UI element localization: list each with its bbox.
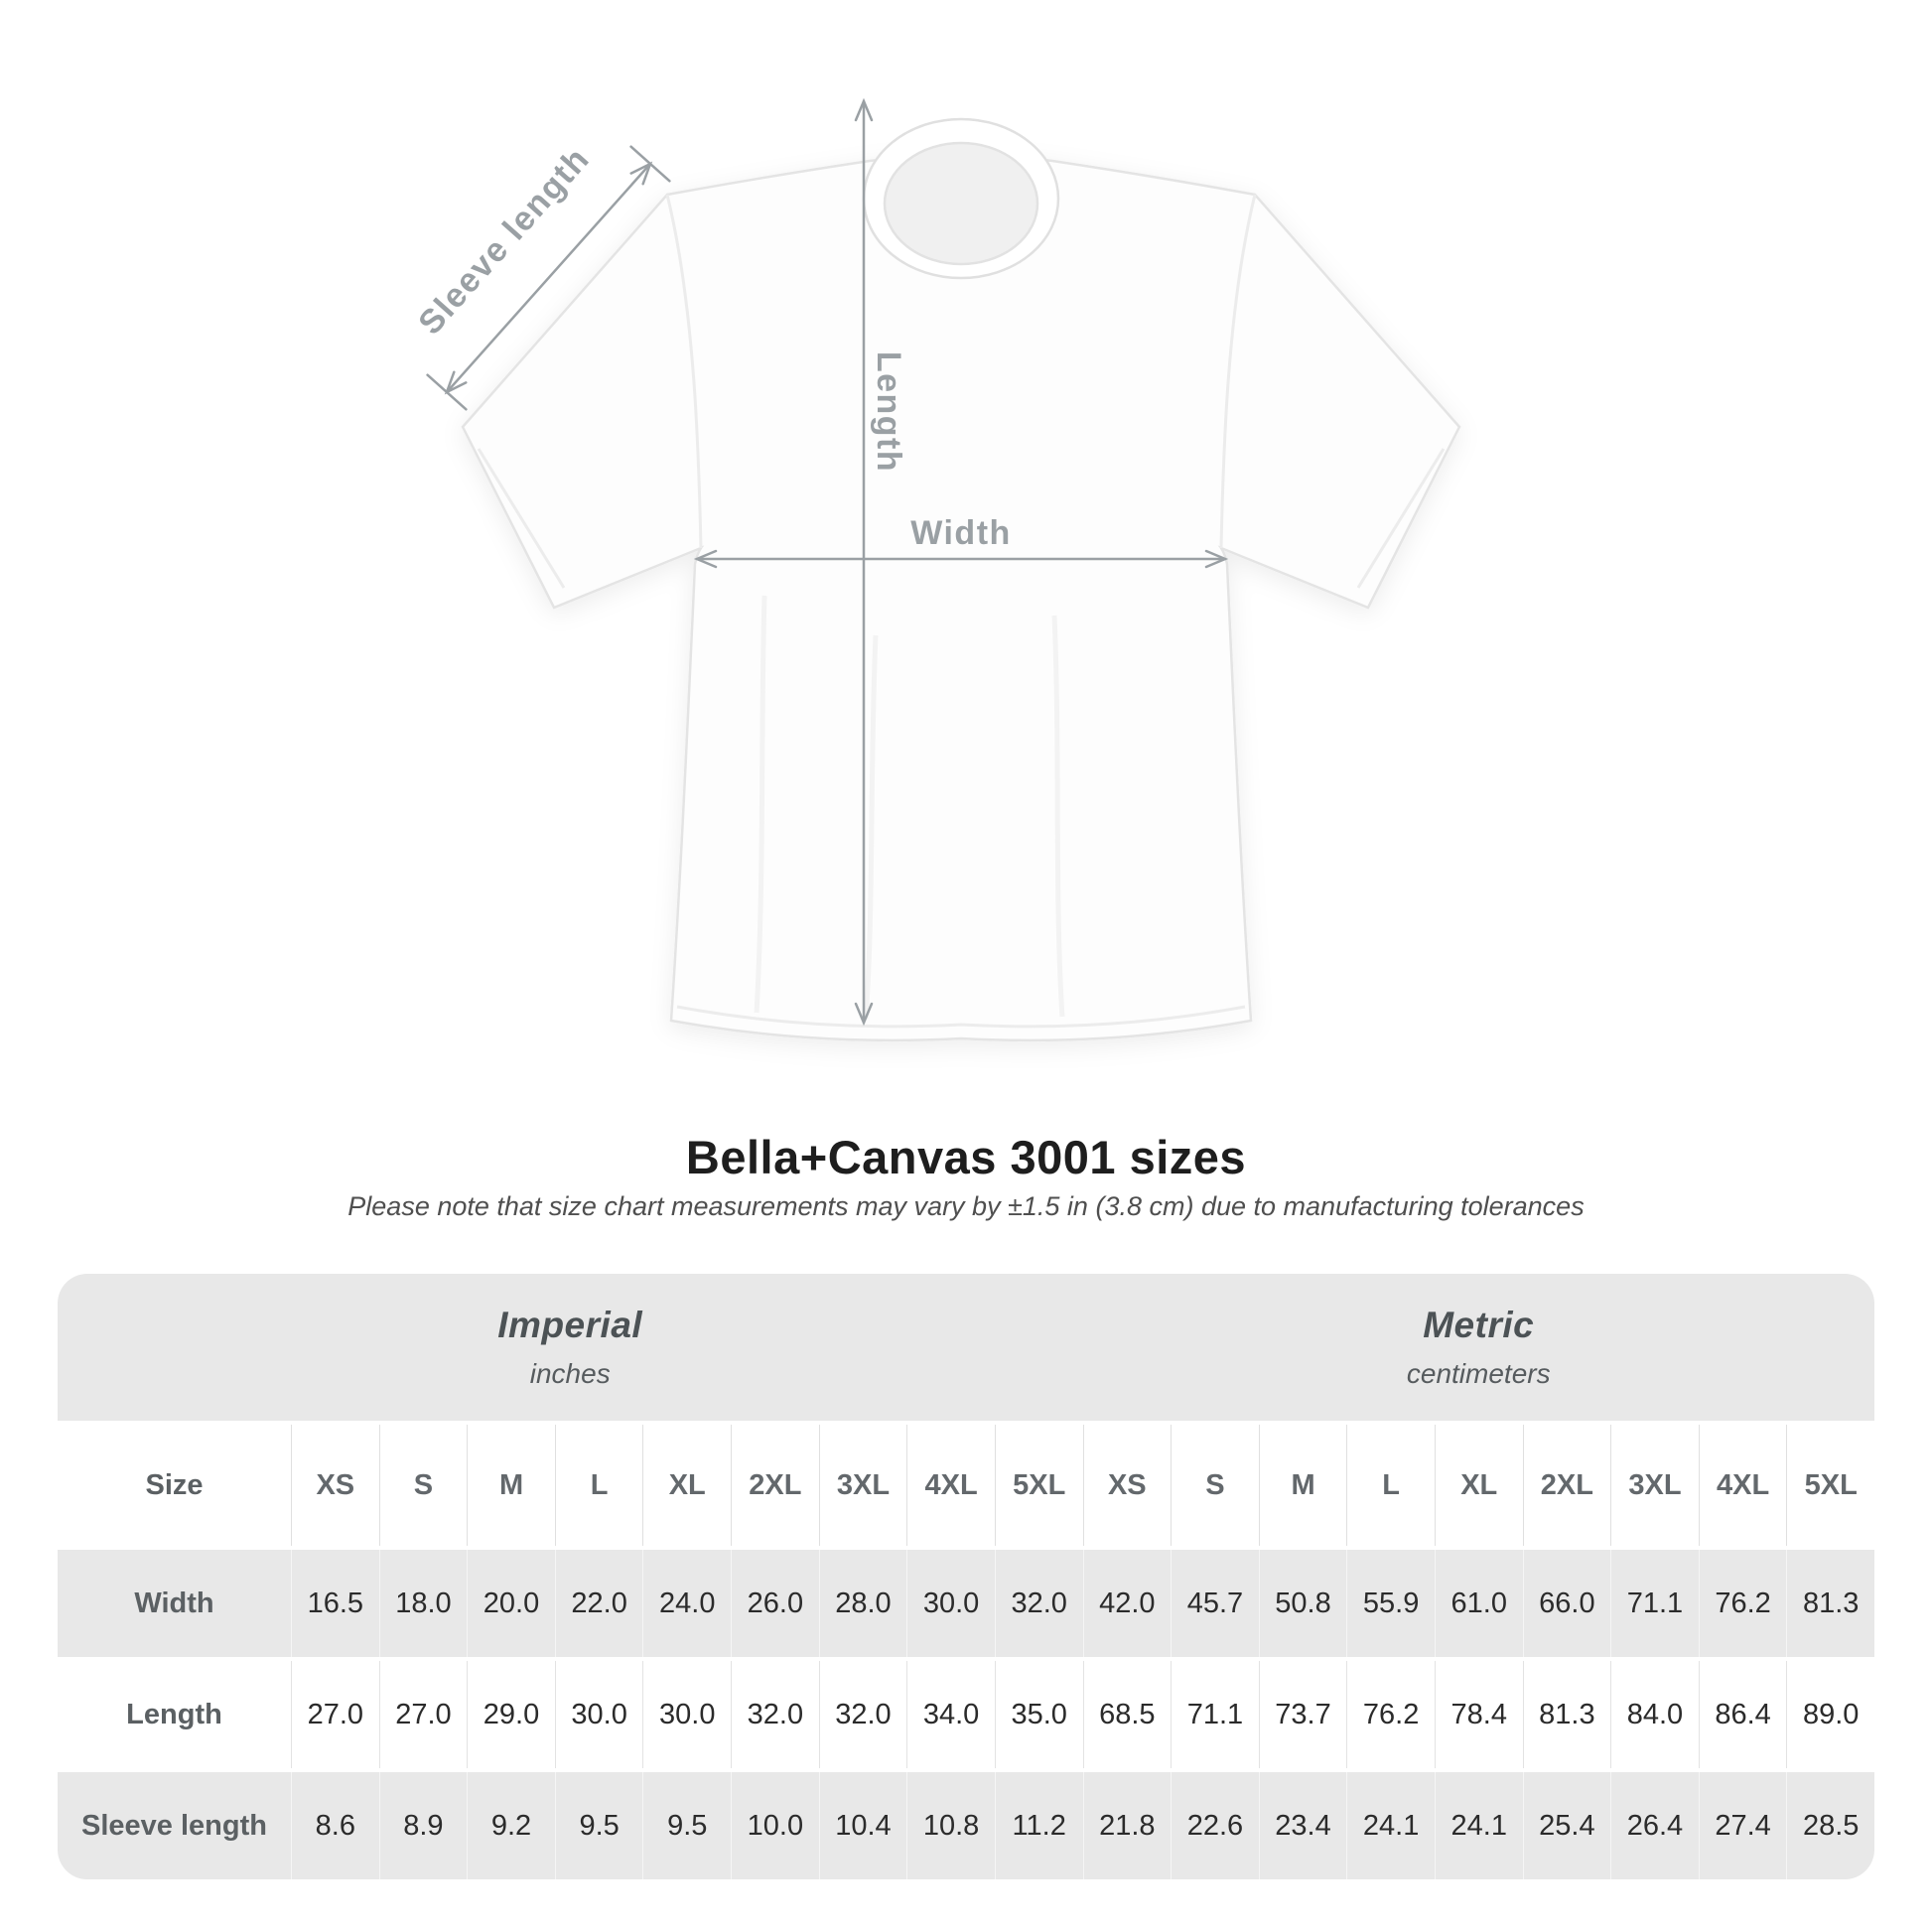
value-cell: 25.4	[1523, 1772, 1611, 1879]
table-row-length	[58, 1661, 1874, 1768]
value-cell: 73.7	[1259, 1661, 1347, 1768]
value-cell: 32.0	[731, 1661, 819, 1768]
row-label-sleeve-length: Sleeve length	[81, 1809, 267, 1842]
metric-group-header	[1082, 1274, 1874, 1421]
value-cell: 18.0	[379, 1550, 468, 1657]
width-label: Width	[910, 514, 1012, 552]
value-cell: 71.1	[1610, 1550, 1699, 1657]
size-col-header: 2XL	[1523, 1425, 1611, 1546]
tshirt-collar-inner	[885, 143, 1037, 264]
size-col-header: XL	[642, 1425, 731, 1546]
unit-header-row	[58, 1274, 1874, 1421]
value-cell: 68.5	[1083, 1661, 1172, 1768]
size-col-header: 5XL	[1786, 1425, 1874, 1546]
value-cell: 9.2	[467, 1772, 555, 1879]
value-cell: 16.5	[291, 1550, 379, 1657]
imperial-sublabel: inches	[529, 1358, 611, 1389]
size-header-row	[58, 1425, 1874, 1546]
value-cell: 76.2	[1699, 1550, 1787, 1657]
sleeve-length-label: Sleeve length	[411, 139, 598, 343]
value-cell: 30.0	[642, 1661, 731, 1768]
value-cell: 22.6	[1171, 1772, 1259, 1879]
value-cell: 28.0	[819, 1550, 907, 1657]
metric-label: Metric	[1423, 1305, 1535, 1345]
value-cell: 27.4	[1699, 1772, 1787, 1879]
value-cell: 61.0	[1435, 1550, 1523, 1657]
value-cell: 50.8	[1259, 1550, 1347, 1657]
value-cell: 9.5	[555, 1772, 643, 1879]
size-col-header: S	[1171, 1425, 1259, 1546]
size-col-header: M	[467, 1425, 555, 1546]
size-col-header: XS	[1083, 1425, 1172, 1546]
value-cell: 22.0	[555, 1550, 643, 1657]
value-cell: 86.4	[1699, 1661, 1787, 1768]
value-cell: 45.7	[1171, 1550, 1259, 1657]
value-cell: 26.4	[1610, 1772, 1699, 1879]
size-col-header: 5XL	[995, 1425, 1083, 1546]
value-cell: 24.0	[642, 1550, 731, 1657]
tshirt-illustration	[463, 119, 1459, 1040]
size-col-header: 3XL	[1610, 1425, 1699, 1546]
tshirt-body	[463, 155, 1459, 1040]
value-cell: 76.2	[1346, 1661, 1435, 1768]
value-cell: 30.0	[906, 1550, 995, 1657]
value-cell: 10.0	[731, 1772, 819, 1879]
size-table	[58, 1274, 1874, 1879]
table-row-width	[58, 1550, 1874, 1657]
size-col-header: L	[1346, 1425, 1435, 1546]
value-cell: 84.0	[1610, 1661, 1699, 1768]
value-cell: 21.8	[1083, 1772, 1172, 1879]
value-cell: 11.2	[995, 1772, 1083, 1879]
size-col-header: XS	[291, 1425, 379, 1546]
row-label-width: Width	[134, 1587, 214, 1619]
size-col-header: 4XL	[1699, 1425, 1787, 1546]
value-cell: 29.0	[467, 1661, 555, 1768]
page-title: Bella+Canvas 3001 sizes	[685, 1131, 1247, 1183]
value-cell: 81.3	[1786, 1550, 1874, 1657]
value-cell: 32.0	[819, 1661, 907, 1768]
table-row-sleeve-length	[58, 1772, 1874, 1879]
metric-sublabel: centimeters	[1406, 1358, 1551, 1389]
value-cell: 9.5	[642, 1772, 731, 1879]
size-col-header: L	[555, 1425, 643, 1546]
size-col-header: 4XL	[906, 1425, 995, 1546]
row-label-length: Length	[126, 1698, 222, 1730]
value-cell: 27.0	[379, 1661, 468, 1768]
value-cell: 78.4	[1435, 1661, 1523, 1768]
page-subtitle: Please note that size chart measurements may vary by ±1.5 in (3.8 cm) due to manufacturing tolerances	[347, 1191, 1585, 1221]
size-col-header: M	[1259, 1425, 1347, 1546]
imperial-label: Imperial	[497, 1305, 643, 1345]
size-col-header: XL	[1435, 1425, 1523, 1546]
size-col-header: 2XL	[731, 1425, 819, 1546]
size-col-header: 3XL	[819, 1425, 907, 1546]
value-cell: 71.1	[1171, 1661, 1259, 1768]
value-cell: 8.6	[291, 1772, 379, 1879]
value-cell: 34.0	[906, 1661, 995, 1768]
value-cell: 24.1	[1346, 1772, 1435, 1879]
value-cell: 66.0	[1523, 1550, 1611, 1657]
value-cell: 42.0	[1083, 1550, 1172, 1657]
value-cell: 10.4	[819, 1772, 907, 1879]
imperial-group-header	[58, 1274, 1082, 1421]
size-col-header: S	[379, 1425, 468, 1546]
value-cell: 10.8	[906, 1772, 995, 1879]
length-label: Length	[870, 350, 907, 474]
value-cell: 32.0	[995, 1550, 1083, 1657]
size-header-label: Size	[145, 1468, 204, 1501]
value-cell: 8.9	[379, 1772, 468, 1879]
value-cell: 55.9	[1346, 1550, 1435, 1657]
value-cell: 30.0	[555, 1661, 643, 1768]
value-cell: 81.3	[1523, 1661, 1611, 1768]
value-cell: 89.0	[1786, 1661, 1874, 1768]
value-cell: 28.5	[1786, 1772, 1874, 1879]
value-cell: 27.0	[291, 1661, 379, 1768]
value-cell: 20.0	[467, 1550, 555, 1657]
value-cell: 26.0	[731, 1550, 819, 1657]
value-cell: 23.4	[1259, 1772, 1347, 1879]
value-cell: 35.0	[995, 1661, 1083, 1768]
value-cell: 24.1	[1435, 1772, 1523, 1879]
